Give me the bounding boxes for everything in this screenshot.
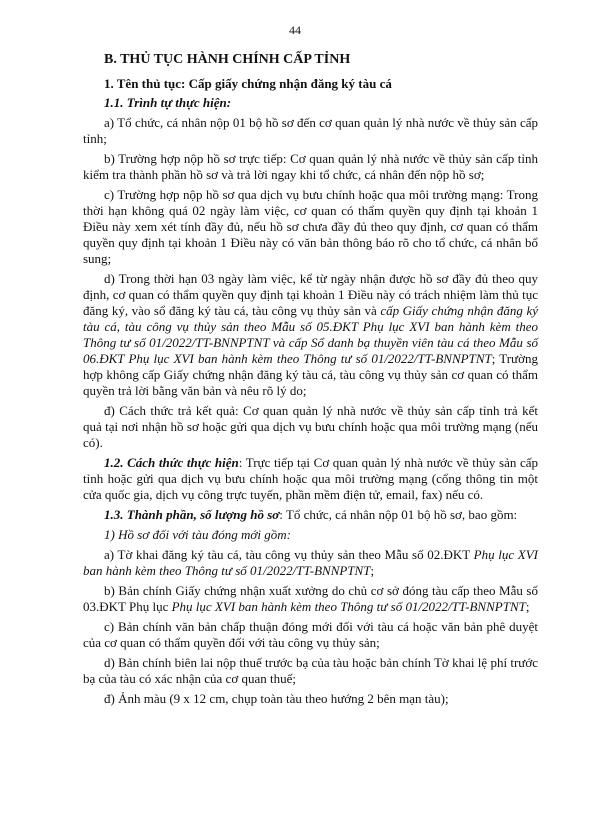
paragraph-1-3-b [83, 583, 538, 615]
text-run: : Trực tiếp tại Cơ quan quản lý nhà nước về thủy sản cấp tỉnh hoặc gửi qua dịch vụ bưu chính hoặc qua môi trường mạng (cổng thông tin một cửa quốc gia, dịch vụ công trực tuyến, phần mềm điện tử, email, fax) nếu có. [83, 455, 538, 502]
heading-1-2: 1.2. Cách thức thực hiện [104, 455, 239, 470]
text-run: d) Trong thời hạn 03 ngày làm việc, kể từ ngày nhận được hồ sơ đầy đủ theo quy định, cơ quan có thẩm quyền quy định tại khoản 1 Điều này có trách nhiệm làm thủ tục đăng ký, vào sổ đăng ký tàu cá, tàu công vụ thủy sản và [83, 271, 538, 318]
text-run-italic: Phụ lục XVI ban hành kèm theo Thông tư số 01/2022/TT-BNNPTNT [83, 547, 538, 578]
paragraph-1-1-c: c) Trường hợp nộp hồ sơ qua dịch vụ bưu chính hoặc qua môi trường mạng: Trong thời hạn không quá 02 ngày làm việc, cơ quan có thẩm quyền quy định tại khoản 1 Điều này xem xét tính đầy đủ, nếu hồ sơ chưa đầy đủ theo quy định, cơ quan có thẩm quyền quy định tại khoản 1 Điều này có văn bản thông báo rõ cho tổ chức, cá nhân bổ sung; [83, 187, 538, 266]
page-number: 44 [289, 23, 301, 37]
paragraph-1-2 [83, 455, 538, 503]
text-run-italic: cấp Giấy chứng nhận đăng ký tàu cá, tàu công vụ thủy sản theo Mẫu số 05.ĐKT Phụ lục XVI ban hành kèm theo Thông tư số 01/2022/TT-BNNPTNT và cấp Sổ danh bạ thuyền viên tàu cá theo Mẫu số 06.ĐKT Phụ lục XVI ban hành kèm theo Thông tư số 01/2022/TT-BNNPTNT [83, 303, 538, 366]
text-run: ; [370, 563, 375, 578]
paragraph-1-3-a [83, 547, 538, 579]
paragraph-1-3 [83, 507, 538, 523]
text-run-italic: Phụ lục XVI ban hành kèm theo Thông tư số 01/2022/TT-BNNPTNT [171, 599, 526, 614]
text-run: b) Bản chính Giấy chứng nhận xuất xưởng do chủ cơ sở đóng tàu cấp theo Mẫu số 03.ĐKT Phụ lục [83, 583, 538, 614]
paragraph-1-1-a: a) Tổ chức, cá nhân nộp 01 bộ hồ sơ đến cơ quan quản lý nhà nước về thủy sản cấp tỉnh; [83, 115, 538, 146]
subheading-new-vessel: 1) Hồ sơ đối với tàu đóng mới gồm: [104, 527, 291, 542]
procedure-title: 1. Tên thủ tục: Cấp giấy chứng nhận đăng ký tàu cá [104, 76, 392, 91]
paragraph-1-1-b: b) Trường hợp nộp hồ sơ trực tiếp: Cơ quan quản lý nhà nước về thủy sản cấp tỉnh kiểm tra thành phần hồ sơ và trả lời ngay khi tổ chức, cá nhân đến nộp hồ sơ; [83, 151, 538, 182]
text-run: ; [525, 599, 530, 614]
paragraph-1-3-dd: đ) Ảnh màu (9 x 12 cm, chụp toàn tàu theo hướng 2 bên mạn tàu); [104, 691, 449, 706]
heading-1-3: 1.3. Thành phần, số lượng hồ sơ [104, 507, 280, 522]
paragraph-1-3-d: d) Bản chính biên lai nộp thuế trước bạ của tàu hoặc bản chính Tờ khai lệ phí trước bạ của tàu có xác nhận của cơ quan thuế; [83, 655, 538, 686]
section-title: B. THỦ TỤC HÀNH CHÍNH CẤP TỈNH [104, 52, 351, 67]
paragraph-1-1-d [83, 271, 538, 399]
heading-1-1: 1.1. Trình tự thực hiện: [104, 95, 232, 110]
text-run: a) Tờ khai đăng ký tàu cá, tàu công vụ thủy sản theo Mẫu số 02.ĐKT [104, 547, 474, 562]
paragraph-1-1-dd: đ) Cách thức trả kết quả: Cơ quan quản lý nhà nước về thủy sản cấp tỉnh trả kết quả tại nơi nhận hồ sơ hoặc gửi qua dịch vụ bưu chính hoặc qua môi trường mạng (nếu có). [83, 403, 538, 450]
document-body [83, 52, 538, 707]
text-run: ; Trường hợp không cấp Giấy chứng nhận đăng ký tàu cá, tàu công vụ thủy sản cơ quan có thẩm quyền trả lời bằng văn bản và nêu rõ lý do; [83, 351, 538, 398]
paragraph-1-3-c: c) Bản chính văn bản chấp thuận đóng mới đối với tàu cá hoặc văn bản phê duyệt của cơ quan có thẩm quyền đối với tàu công vụ thủy sản; [83, 619, 538, 650]
text-run: : Tổ chức, cá nhân nộp 01 bộ hồ sơ, bao gồm: [279, 507, 518, 522]
